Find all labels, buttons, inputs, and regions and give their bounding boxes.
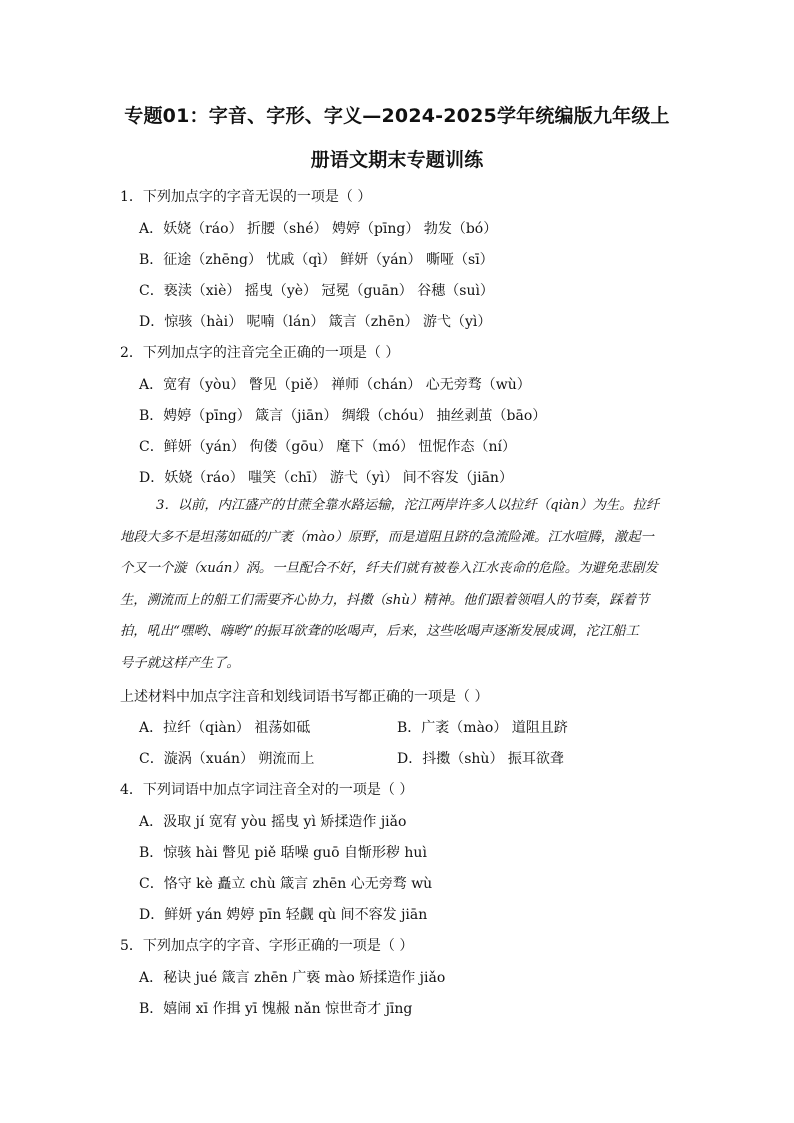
document-title-line1: 专题01：字音、字形、字义—2024-2025学年统编版九年级上: [124, 105, 670, 127]
q2-option-d: D．妖娆（ráo） 嗤笑（chī） 游弋（yì） 间不容发（jiān）: [139, 470, 513, 486]
document-title-line2: 册语文期末专题训练: [310, 149, 484, 171]
q3-passage-line: 拍，吼出“嘿哟、嗨哟”的振耳欲聋的吆喝声，后来，这些吆喝声逐渐发展成调，沱江船工: [120, 624, 639, 640]
q4-stem: 4．下列词语中加点字词注音全对的一项是（ ）: [120, 782, 414, 798]
q4-option-b: B．惊骇 hài 瞥见 piě 聒噪 guō 自惭形秽 huì: [139, 845, 427, 861]
q3-passage-line: 号子就这样产生了。: [120, 655, 240, 671]
q3-option-c: C．漩涡（xuán） 朔流而上: [139, 751, 315, 767]
q2-stem: 2．下列加点字的注音完全正确的一项是（ ）: [120, 345, 400, 361]
q5-stem: 5．下列加点字的字音、字形正确的一项是（ ）: [120, 938, 414, 954]
q2-option-b: B．娉婷（pīng） 箴言（jiān） 绸缎（chóu） 抽丝剥茧（bāo）: [139, 408, 547, 424]
q3-passage: [120, 490, 676, 680]
q3-option-a: A．拉纤（qiàn） 祖荡如砥: [139, 720, 311, 736]
q3-passage-line: 3．以前，内江盛产的甘蔗全靠水路运输，沱江两岸许多人以拉纤（qiàn）为生。拉纤: [156, 498, 660, 513]
q3-option-d: D．抖擞（shù） 振耳欲聋: [397, 751, 564, 767]
q1-option-c: C．亵渎（xiè） 摇曳（yè） 冠冕（guān） 谷穗（suì）: [139, 283, 494, 299]
q4-option-d: D．鲜妍 yán 娉婷 pīn 轻觑 qù 间不容发 jiān: [139, 907, 428, 923]
q3-passage-line: 个又一个漩（xuán）涡。一旦配合不好，纤夫们就有被卷入江水丧命的危险。为避免悲剧发: [120, 561, 658, 577]
q3-passage-line: 地段大多不是坦荡如砥的广袤（mào）原野，而是道阻且跻的急流险滩。江水喧腾，激起一: [120, 529, 654, 545]
q2-option-a: A．宽宥（yòu） 瞥见（piě） 禅师（chán） 心无旁骛（wù）: [139, 377, 531, 393]
q1-option-a: A．妖娆（ráo） 折腰（shé） 娉婷（pīng） 勃发（bó）: [139, 221, 498, 237]
q5-option-a: A．秘诀 jué 箴言 zhēn 广亵 mào 矫揉造作 jiǎo: [139, 970, 446, 986]
q3-option-b: B．广袤（mào） 道阻且跻: [397, 720, 568, 736]
q1-stem: 1．下列加点字的字音无误的一项是（ ）: [120, 189, 372, 205]
q4-option-a: A．汲取 jí 宽宥 yòu 摇曳 yì 矫揉造作 jiǎo: [139, 814, 407, 830]
q3-stem: 上述材料中加点字注音和划线词语书写都正确的一项是（ ）: [120, 689, 489, 705]
q3-passage-line: 生，溯流而上的船工们需要齐心协力，抖擞（shù）精神。他们跟着领唱人的节奏，踩着节: [120, 592, 650, 608]
q1-option-b: B．征途（zhēng） 忧戚（qì） 鲜妍（yán） 嘶哑（sī）: [139, 252, 494, 268]
q2-option-c: C．鲜妍（yán） 佝偻（gōu） 麾下（mó） 忸怩作态（ní）: [139, 439, 516, 455]
q4-option-c: C．恪守 kè 矗立 chù 箴言 zhēn 心无旁骛 wù: [139, 876, 433, 892]
q5-option-b: B．嬉闹 xī 作揖 yī 愧赧 nǎn 惊世奇才 jīng: [139, 1001, 413, 1017]
q1-option-d: D．惊骇（hài） 呢喃（lán） 箴言（zhēn） 游弋（yì）: [139, 314, 492, 330]
